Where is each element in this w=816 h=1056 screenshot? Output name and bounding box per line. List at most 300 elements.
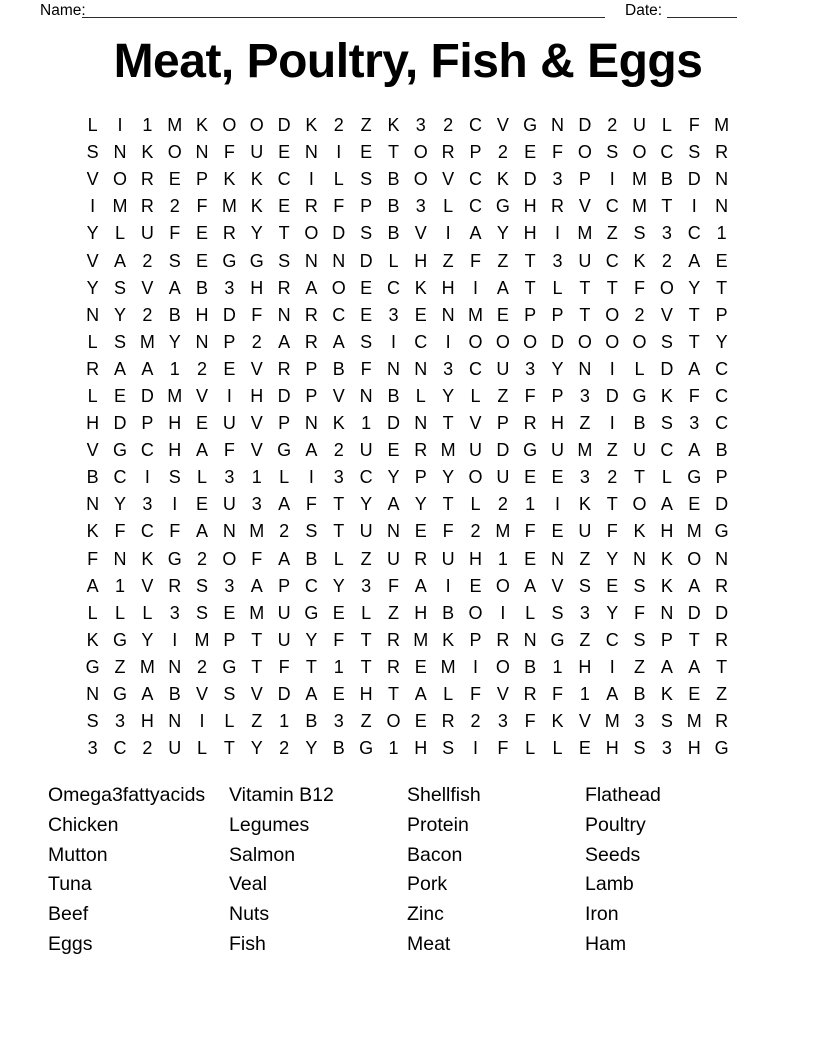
grid-letter: Y <box>114 304 127 325</box>
grid-letter: E <box>196 250 209 271</box>
word-list-column <box>48 781 205 960</box>
grid-letter: R <box>386 656 400 677</box>
grid-letter: P <box>223 331 236 352</box>
grid-letter: Y <box>168 331 181 352</box>
grid-letter: Y <box>250 738 263 759</box>
grid-letter: F <box>223 440 235 461</box>
word-list <box>0 781 816 966</box>
grid-letter: T <box>223 738 235 759</box>
grid-letter: L <box>197 738 208 759</box>
grid-letter: A <box>688 575 701 596</box>
puzzle-title: Meat, Poultry, Fish & Eggs <box>113 35 703 88</box>
grid-letter: I <box>555 494 561 515</box>
grid-letter: S <box>633 575 646 596</box>
grid-letter: G <box>113 440 128 461</box>
grid-letter: D <box>222 304 236 325</box>
grid-letter: M <box>686 711 702 732</box>
grid-letter: I <box>555 223 561 244</box>
grid-letter: 3 <box>552 169 563 190</box>
grid-letter: B <box>305 711 318 732</box>
grid-letter: C <box>605 629 619 650</box>
grid-letter: L <box>661 467 672 488</box>
grid-letter: F <box>169 223 181 244</box>
grid-letter: V <box>250 413 263 434</box>
grid-letter: T <box>442 413 454 434</box>
grid-letter: G <box>249 250 264 271</box>
grid-letter: O <box>331 277 346 298</box>
grid-letter: 1 <box>279 711 290 732</box>
grid-letter: T <box>579 277 591 298</box>
grid-letter: 2 <box>470 521 481 542</box>
grid-letter: I <box>308 169 314 190</box>
grid-letter: T <box>716 277 728 298</box>
grid-letter: G <box>714 521 729 542</box>
grid-letter: Z <box>442 250 454 271</box>
grid-letter: P <box>578 169 591 190</box>
grid-letter: C <box>660 440 674 461</box>
grid-letter: D <box>687 602 701 623</box>
grid-letter: F <box>278 656 290 677</box>
date-blank-line <box>667 17 737 18</box>
grid-letter: N <box>523 629 537 650</box>
grid-letter: 2 <box>443 115 454 136</box>
grid-letter: A <box>86 575 99 596</box>
grid-letter: I <box>390 331 396 352</box>
grid-letter: S <box>578 575 591 596</box>
grid-letter: H <box>414 602 428 623</box>
grid-letter: T <box>661 196 673 217</box>
grid-letter: Y <box>114 494 127 515</box>
grid-letter: O <box>495 331 510 352</box>
grid-letter: V <box>442 169 455 190</box>
grid-letter: O <box>605 331 620 352</box>
grid-letter: A <box>606 684 619 705</box>
word-list-item: Chicken <box>48 813 119 836</box>
grid-letter: O <box>468 467 483 488</box>
grid-letter: B <box>86 467 99 488</box>
grid-letter: M <box>440 440 456 461</box>
grid-letter: R <box>277 277 291 298</box>
grid-letter: M <box>167 115 183 136</box>
grid-letter: A <box>114 358 127 379</box>
grid-letter: R <box>140 196 154 217</box>
grid-letter: I <box>336 142 342 163</box>
grid-letter: Y <box>387 467 400 488</box>
grid-letter: F <box>469 250 481 271</box>
grid-letter: L <box>279 467 290 488</box>
grid-letter: G <box>523 440 538 461</box>
grid-letter: O <box>468 331 483 352</box>
grid-letter: C <box>113 467 127 488</box>
grid-letter: D <box>277 684 291 705</box>
grid-letter: I <box>609 656 615 677</box>
grid-letter: G <box>714 738 729 759</box>
grid-letter: G <box>222 656 237 677</box>
grid-letter: D <box>523 169 537 190</box>
word-list-column <box>407 781 481 960</box>
grid-letter: U <box>468 440 482 461</box>
grid-letter: C <box>414 331 428 352</box>
grid-letter: O <box>632 331 647 352</box>
grid-letter: T <box>634 467 646 488</box>
grid-letter: N <box>633 548 647 569</box>
grid-letter: E <box>551 521 564 542</box>
grid-letter: P <box>469 142 482 163</box>
grid-letter: V <box>86 169 99 190</box>
grid-letter: L <box>87 385 98 406</box>
word-list-item: Eggs <box>48 932 93 955</box>
grid-letter: K <box>141 142 154 163</box>
grid-letter: R <box>715 142 729 163</box>
grid-letter: E <box>551 467 564 488</box>
grid-letter: U <box>277 629 291 650</box>
grid-letter: Z <box>387 602 399 623</box>
grid-letter: K <box>305 115 318 136</box>
grid-letter: K <box>387 115 400 136</box>
grid-letter: L <box>115 223 126 244</box>
grid-letter: R <box>523 413 537 434</box>
grid-letter: V <box>578 711 591 732</box>
grid-letter: A <box>278 548 291 569</box>
grid-letter: I <box>445 331 451 352</box>
grid-letter: K <box>86 521 99 542</box>
grid-letter: G <box>523 115 538 136</box>
grid-letter: G <box>632 385 647 406</box>
grid-letter: V <box>141 277 154 298</box>
grid-letter: L <box>197 467 208 488</box>
grid-letter: P <box>551 304 564 325</box>
grid-letter: U <box>496 467 510 488</box>
grid-letter: T <box>688 304 700 325</box>
grid-letter: R <box>414 548 428 569</box>
grid-letter: H <box>359 684 373 705</box>
grid-letter: R <box>441 142 455 163</box>
grid-letter: T <box>524 277 536 298</box>
grid-letter: R <box>523 684 537 705</box>
grid-letter: T <box>716 656 728 677</box>
grid-letter: C <box>386 277 400 298</box>
grid-letter: I <box>472 656 478 677</box>
grid-letter: L <box>87 602 98 623</box>
grid-letter: V <box>250 684 263 705</box>
grid-letter: T <box>387 142 399 163</box>
grid-letter: R <box>140 169 154 190</box>
grid-letter: L <box>224 711 235 732</box>
grid-letter: G <box>222 250 237 271</box>
grid-letter: H <box>168 440 182 461</box>
grid-letter: P <box>496 413 509 434</box>
grid-letter: 3 <box>415 196 426 217</box>
grid-letter: Z <box>497 250 509 271</box>
grid-letter: Z <box>251 711 263 732</box>
grid-letter: M <box>221 196 237 217</box>
grid-letter: Z <box>360 711 372 732</box>
grid-letter: B <box>715 440 728 461</box>
grid-letter: V <box>496 684 509 705</box>
word-list-item: Mutton <box>48 843 108 866</box>
word-list-item: Salmon <box>229 843 296 866</box>
grid-letter: M <box>577 440 593 461</box>
grid-letter: P <box>141 413 154 434</box>
grid-letter: O <box>222 115 237 136</box>
grid-letter: A <box>496 277 509 298</box>
grid-letter: S <box>660 711 673 732</box>
grid-letter: C <box>113 738 127 759</box>
grid-letter: L <box>333 169 344 190</box>
grid-letter: E <box>223 358 236 379</box>
grid-letter: B <box>633 413 646 434</box>
grid-letter: A <box>141 684 154 705</box>
grid-letter: A <box>305 684 318 705</box>
grid-letter: S <box>86 142 99 163</box>
grid-letter: P <box>660 629 673 650</box>
grid-letter: U <box>578 250 592 271</box>
grid-letter: F <box>524 521 536 542</box>
grid-letter: N <box>332 250 346 271</box>
grid-letter: D <box>140 385 154 406</box>
grid-letter: E <box>360 277 373 298</box>
grid-letter: Z <box>634 656 646 677</box>
grid-letter: D <box>715 494 729 515</box>
grid-letter: Y <box>141 629 154 650</box>
grid-letter: M <box>249 602 265 623</box>
grid-letter: N <box>222 521 236 542</box>
grid-letter: N <box>715 548 729 569</box>
grid-letter: R <box>168 575 182 596</box>
grid-letter: C <box>359 467 373 488</box>
grid-letter: V <box>551 575 564 596</box>
grid-letter: O <box>113 169 128 190</box>
grid-letter: S <box>114 277 127 298</box>
grid-letter: F <box>169 521 181 542</box>
grid-letter: N <box>113 142 127 163</box>
grid-letter: 2 <box>197 358 208 379</box>
grid-letter: 3 <box>224 467 235 488</box>
grid-letter: F <box>223 142 235 163</box>
grid-letter: Y <box>715 331 728 352</box>
grid-letter: H <box>605 738 619 759</box>
grid-letter: N <box>414 358 428 379</box>
grid-letter: G <box>277 440 292 461</box>
grid-letter: R <box>414 440 428 461</box>
grid-letter: E <box>387 440 400 461</box>
grid-letter: R <box>551 196 565 217</box>
grid-letter: S <box>606 142 619 163</box>
grid-letter: I <box>172 494 178 515</box>
grid-letter: U <box>277 602 291 623</box>
grid-letter: Y <box>86 223 99 244</box>
grid-letter: I <box>609 413 615 434</box>
grid-letter: 1 <box>251 467 262 488</box>
grid-letter: 3 <box>443 358 454 379</box>
grid-letter: D <box>386 413 400 434</box>
grid-letter: E <box>496 304 509 325</box>
grid-letter: R <box>222 223 236 244</box>
grid-letter: E <box>414 521 427 542</box>
grid-letter: 2 <box>197 548 208 569</box>
grid-letter: A <box>332 331 345 352</box>
grid-letter: I <box>500 602 506 623</box>
grid-letter: U <box>633 115 647 136</box>
grid-letter: C <box>605 196 619 217</box>
grid-letter: Y <box>332 575 345 596</box>
grid-letter: S <box>223 684 236 705</box>
grid-letter: N <box>304 250 318 271</box>
grid-letter: E <box>414 711 427 732</box>
grid-letter: C <box>468 169 482 190</box>
grid-letter: V <box>86 440 99 461</box>
grid-letter: R <box>86 358 100 379</box>
grid-letter: M <box>604 711 620 732</box>
grid-letter: L <box>470 494 481 515</box>
grid-letter: I <box>472 738 478 759</box>
grid-letter: T <box>387 684 399 705</box>
grid-letter: H <box>250 277 264 298</box>
grid-letter: 2 <box>142 304 153 325</box>
grid-letter: C <box>715 358 729 379</box>
grid-letter: C <box>277 169 291 190</box>
word-list-item: Veal <box>229 873 267 896</box>
grid-letter: N <box>441 304 455 325</box>
grid-letter: 2 <box>142 738 153 759</box>
grid-letter: P <box>278 575 291 596</box>
grid-letter: H <box>250 385 264 406</box>
grid-letter: Z <box>579 629 591 650</box>
grid-letter: S <box>442 738 455 759</box>
grid-letter: A <box>168 277 181 298</box>
word-list-item: Beef <box>48 903 89 926</box>
grid-letter: P <box>223 629 236 650</box>
grid-letter: U <box>222 413 236 434</box>
grid-letter: B <box>196 277 209 298</box>
grid-letter: K <box>250 196 263 217</box>
grid-letter: Z <box>360 548 372 569</box>
grid-letter: C <box>715 385 729 406</box>
grid-letter: M <box>249 521 265 542</box>
grid-letter: 3 <box>169 602 180 623</box>
grid-letter: C <box>140 521 154 542</box>
word-list-item: Legumes <box>229 813 310 836</box>
grid-letter: K <box>86 629 99 650</box>
grid-letter: 2 <box>251 331 262 352</box>
grid-letter: C <box>687 223 701 244</box>
grid-letter: U <box>359 521 373 542</box>
grid-letter: K <box>660 548 673 569</box>
grid-letter: M <box>632 169 648 190</box>
grid-letter: F <box>552 684 564 705</box>
grid-letter: C <box>304 575 318 596</box>
grid-letter: T <box>360 656 372 677</box>
grid-letter: K <box>551 711 564 732</box>
grid-letter: 3 <box>661 223 672 244</box>
grid-letter: L <box>470 385 481 406</box>
grid-letter: A <box>524 575 537 596</box>
grid-letter: D <box>113 413 127 434</box>
grid-letter: 2 <box>142 250 153 271</box>
grid-letter: H <box>140 711 154 732</box>
grid-letter: 1 <box>169 358 180 379</box>
grid-letter: T <box>251 656 263 677</box>
grid-letter: 3 <box>661 738 672 759</box>
grid-letter: 2 <box>470 711 481 732</box>
grid-letter: H <box>551 413 565 434</box>
word-list-item: Zinc <box>407 903 444 926</box>
grid-letter: 1 <box>142 115 153 136</box>
grid-letter: I <box>609 358 615 379</box>
grid-letter: R <box>441 711 455 732</box>
word-list-item: Shellfish <box>407 784 481 806</box>
grid-letter: I <box>226 385 232 406</box>
grid-letter: V <box>141 575 154 596</box>
grid-letter: L <box>388 250 399 271</box>
grid-letter: E <box>168 169 181 190</box>
grid-letter: A <box>688 656 701 677</box>
grid-letter: A <box>305 440 318 461</box>
grid-letter: S <box>360 169 373 190</box>
grid-letter: O <box>413 142 428 163</box>
grid-letter: K <box>633 521 646 542</box>
grid-letter: 3 <box>689 413 700 434</box>
grid-letter: Y <box>305 629 318 650</box>
grid-letter: F <box>634 602 646 623</box>
grid-letter: F <box>333 196 345 217</box>
grid-letter: A <box>469 223 482 244</box>
grid-letter: A <box>250 575 263 596</box>
grid-letter: I <box>609 169 615 190</box>
grid-letter: G <box>85 656 100 677</box>
grid-letter: F <box>114 521 126 542</box>
grid-letter: L <box>115 602 126 623</box>
grid-letter: C <box>468 196 482 217</box>
grid-letter: V <box>250 358 263 379</box>
grid-letter: E <box>688 684 701 705</box>
grid-letter: D <box>359 250 373 271</box>
grid-letter: 1 <box>115 575 126 596</box>
grid-letter: P <box>524 304 537 325</box>
grid-letter: R <box>715 575 729 596</box>
grid-letter: S <box>660 413 673 434</box>
grid-letter: G <box>359 738 374 759</box>
grid-letter: 3 <box>224 575 235 596</box>
grid-letter: 3 <box>552 250 563 271</box>
grid-letter: V <box>660 304 673 325</box>
grid-letter: T <box>688 629 700 650</box>
grid-letter: E <box>196 494 209 515</box>
grid-letter: M <box>577 223 593 244</box>
grid-letter: M <box>440 656 456 677</box>
grid-letter: 3 <box>251 494 262 515</box>
grid-letter: S <box>278 250 291 271</box>
grid-letter: P <box>360 196 373 217</box>
grid-letter: O <box>413 169 428 190</box>
grid-letter: C <box>468 115 482 136</box>
grid-letter: Z <box>606 223 618 244</box>
grid-letter: F <box>333 629 345 650</box>
grid-letter: G <box>550 629 565 650</box>
grid-letter: K <box>496 169 509 190</box>
grid-letter: C <box>605 250 619 271</box>
grid-letter: O <box>167 142 182 163</box>
grid-letter: C <box>332 304 346 325</box>
grid-letter: K <box>250 169 263 190</box>
grid-letter: N <box>304 142 318 163</box>
grid-letter: 2 <box>169 196 180 217</box>
grid-letter: G <box>113 684 128 705</box>
grid-letter: O <box>632 494 647 515</box>
grid-letter: E <box>332 602 345 623</box>
grid-letter: I <box>445 223 451 244</box>
grid-letter: A <box>660 656 673 677</box>
